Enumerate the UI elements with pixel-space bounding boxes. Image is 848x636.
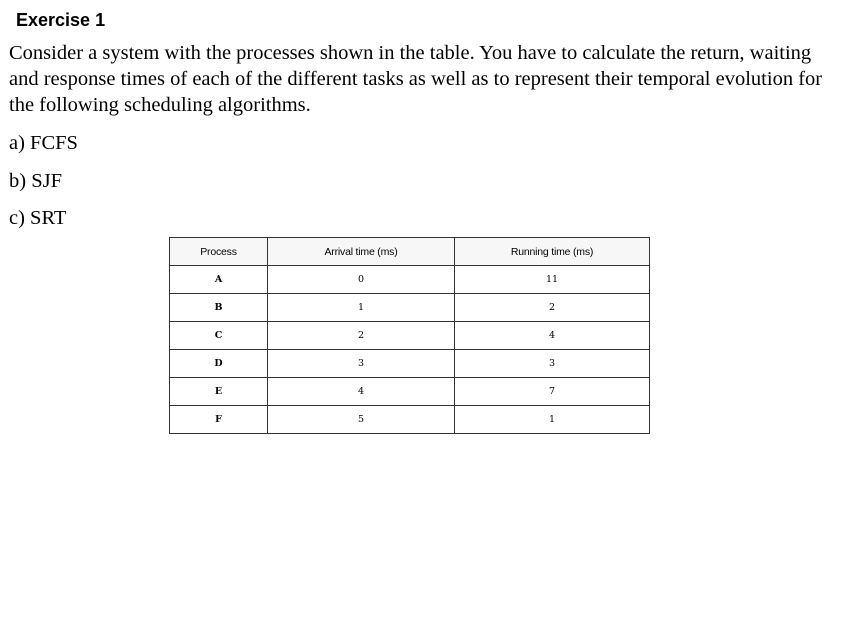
cell-running: 4 [455, 322, 650, 350]
table-row [170, 294, 650, 322]
table-row [170, 322, 650, 350]
algorithm-item-srt: c) SRT [9, 207, 67, 229]
table-row [170, 378, 650, 406]
table-row [170, 406, 650, 434]
cell-arrival: 1 [268, 294, 455, 322]
cell-running: 7 [455, 378, 650, 406]
cell-process: D [170, 350, 268, 378]
exercise-title: Exercise 1 [16, 10, 106, 30]
table-row [170, 350, 650, 378]
cell-arrival: 4 [268, 378, 455, 406]
header-process: Process [170, 238, 268, 266]
cell-process: F [170, 406, 268, 434]
cell-running: 2 [455, 294, 650, 322]
table-row [170, 266, 650, 294]
exercise-description: Consider a system with the processes shown in the table. You have to calculate the return, waiting and response times of each of the different tasks as well as to represent their temporal evolution for the following scheduling algorithms. [9, 42, 823, 116]
cell-running: 3 [455, 350, 650, 378]
header-arrival-time: Arrival time (ms) [268, 238, 455, 266]
cell-arrival: 2 [268, 322, 455, 350]
table-header-row [170, 238, 650, 266]
cell-process: C [170, 322, 268, 350]
cell-running: 1 [455, 406, 650, 434]
cell-arrival: 5 [268, 406, 455, 434]
cell-running: 11 [455, 266, 650, 294]
cell-arrival: 3 [268, 350, 455, 378]
cell-process: E [170, 378, 268, 406]
header-running-time: Running time (ms) [455, 238, 650, 266]
cell-arrival: 0 [268, 266, 455, 294]
algorithm-item-fcfs: a) FCFS [9, 132, 78, 154]
process-table [169, 237, 650, 434]
cell-process: A [170, 266, 268, 294]
algorithm-item-sjf: b) SJF [9, 170, 62, 192]
cell-process: B [170, 294, 268, 322]
